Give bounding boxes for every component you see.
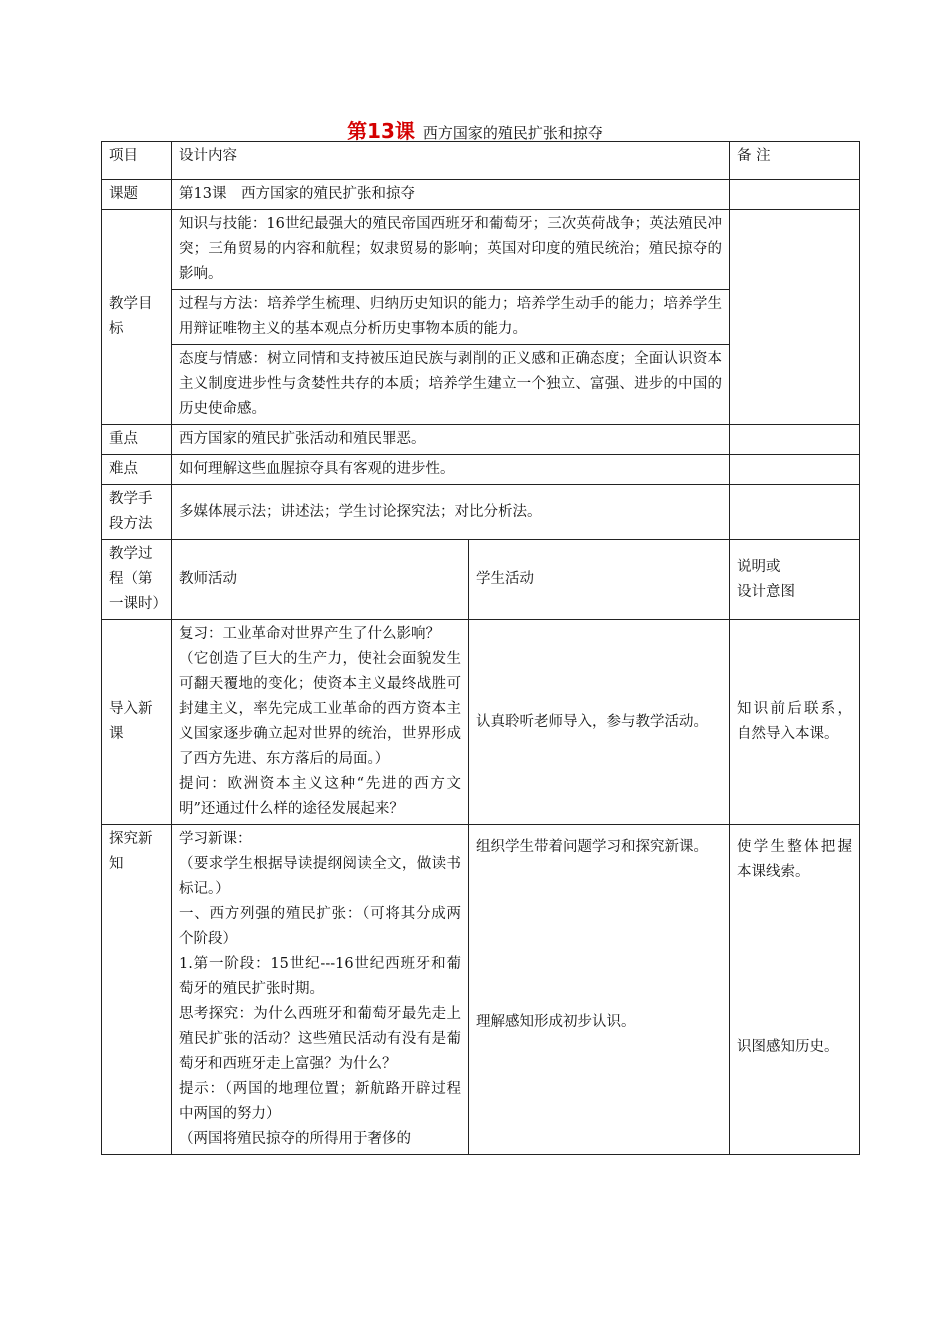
explore-note [730,825,860,1155]
explore-student [469,825,730,1155]
key-point-row [102,425,860,455]
explore-teacher-line: （要求学生根据导读提纲阅读全文，做读书标记。） [179,856,461,897]
design-note-header-line2: 设计意图 [737,583,795,600]
intro-label: 导入新课 [102,620,172,825]
intro-teacher-review: 复习：工业革命对世界产生了什么影响？ [179,626,440,642]
topic-value: 第13课 西方国家的殖民扩张和掠夺 [172,180,730,210]
goal-knowledge: 知识与技能：16世纪最强大的殖民帝国西班牙和葡萄牙；三次英荷战争；英法殖民冲突；三角贸易的内容和航程；奴隶贸易的影响；英国对印度的殖民统治；殖民掠夺的影响。 [172,210,730,290]
topic-label: 课题 [102,180,172,210]
goal-attitude: 态度与情感：树立同情和支持被压迫民族与剥削的正义感和正确态度；全面认识资本主义制度进步性与贪婪性共存的本质；培养学生建立一个独立、富强、进步的中国的历史使命感。 [172,345,730,425]
goal-process: 过程与方法：培养学生梳理、归纳历史知识的能力；培养学生动手的能力；培养学生用辩证唯物主义的基本观点分析历史事物本质的能力。 [172,290,730,345]
explore-teacher-line: 思考探究：为什么西班牙和葡萄牙最先走上殖民扩张的活动？这些殖民活动有没有是葡萄牙和西班牙走上富强？为什么？ [179,1006,461,1072]
explore-note-1: 使学生整体把握本课线索。 [737,839,852,880]
intro-teacher [172,620,469,825]
intro-teacher-answer: （它创造了巨大的生产力，使社会面貌发生可翻天覆地的变化；使资本主义最终战胜可封建主义，率先完成工业革命的西方资本主义国家逐步确立起对世界的统治，世界形成了西方先进、东方落后的局面。） [179,651,461,767]
methods-note [730,485,860,540]
process-header-row [102,540,860,620]
lesson-name: 西方国家的殖民扩张和掠夺 [422,124,603,142]
goals-label: 教学目标 [102,210,172,425]
spacer [737,885,852,1035]
topic-note [730,180,860,210]
explore-label: 探究新知 [102,825,172,1155]
goals-row-knowledge [102,210,860,290]
key-point-label: 重点 [102,425,172,455]
intro-note: 知识前后联系，自然导入本课。 [730,620,860,825]
methods-label: 教学手段方法 [102,485,172,540]
methods-row [102,485,860,540]
difficulty-note [730,455,860,485]
intro-student: 认真聆听老师导入，参与教学活动。 [469,620,730,825]
intro-teacher-question: 提问：欧洲资本主义这种“先进的西方文明”还通过什么样的途径发展起来？ [179,776,461,817]
explore-row [102,825,860,1155]
header-row [102,142,860,180]
difficulty-value: 如何理解这些血腥掠夺具有客观的进步性。 [172,455,730,485]
explore-teacher-line: （两国将殖民掠夺的所得用于奢侈的 [179,1131,411,1147]
design-note-header [730,540,860,620]
lesson-plan-table [101,141,860,1155]
design-note-header-line1: 说明或 [737,558,781,575]
student-activity-header: 学生活动 [469,540,730,620]
explore-teacher [172,825,469,1155]
teacher-activity-header: 教师活动 [172,540,469,620]
key-point-note [730,425,860,455]
difficulty-label: 难点 [102,455,172,485]
explore-note-2: 识图感知历史。 [737,1039,839,1055]
key-point-value: 西方国家的殖民扩张活动和殖民罪恶。 [172,425,730,455]
intro-row [102,620,860,825]
explore-student-1: 组织学生带着问题学习和探究新课。 [476,839,708,855]
explore-teacher-line: 一、西方列强的殖民扩张：（可将其分成两个阶段） [179,906,461,947]
header-note: 备 注 [730,142,860,180]
explore-teacher-line: 提示：（两国的地理位置；新航路开辟过程中两国的努力） [179,1081,461,1122]
header-item: 项目 [102,142,172,180]
process-label: 教学过程（第一课时） [102,540,172,620]
lesson-number: 第13课 [347,119,415,143]
header-content: 设计内容 [172,142,730,180]
methods-value: 多媒体展示法；讲述法；学生讨论探究法；对比分析法。 [172,485,730,540]
explore-teacher-line: 学习新课： [179,831,252,847]
goals-note [730,210,860,425]
spacer [476,860,722,1010]
explore-student-2: 理解感知形成初步认识。 [476,1014,636,1030]
difficulty-row [102,455,860,485]
explore-teacher-line: 1.第一阶段：15世纪---16世纪西班牙和葡萄牙的殖民扩张时期。 [179,956,461,997]
topic-row [102,180,860,210]
